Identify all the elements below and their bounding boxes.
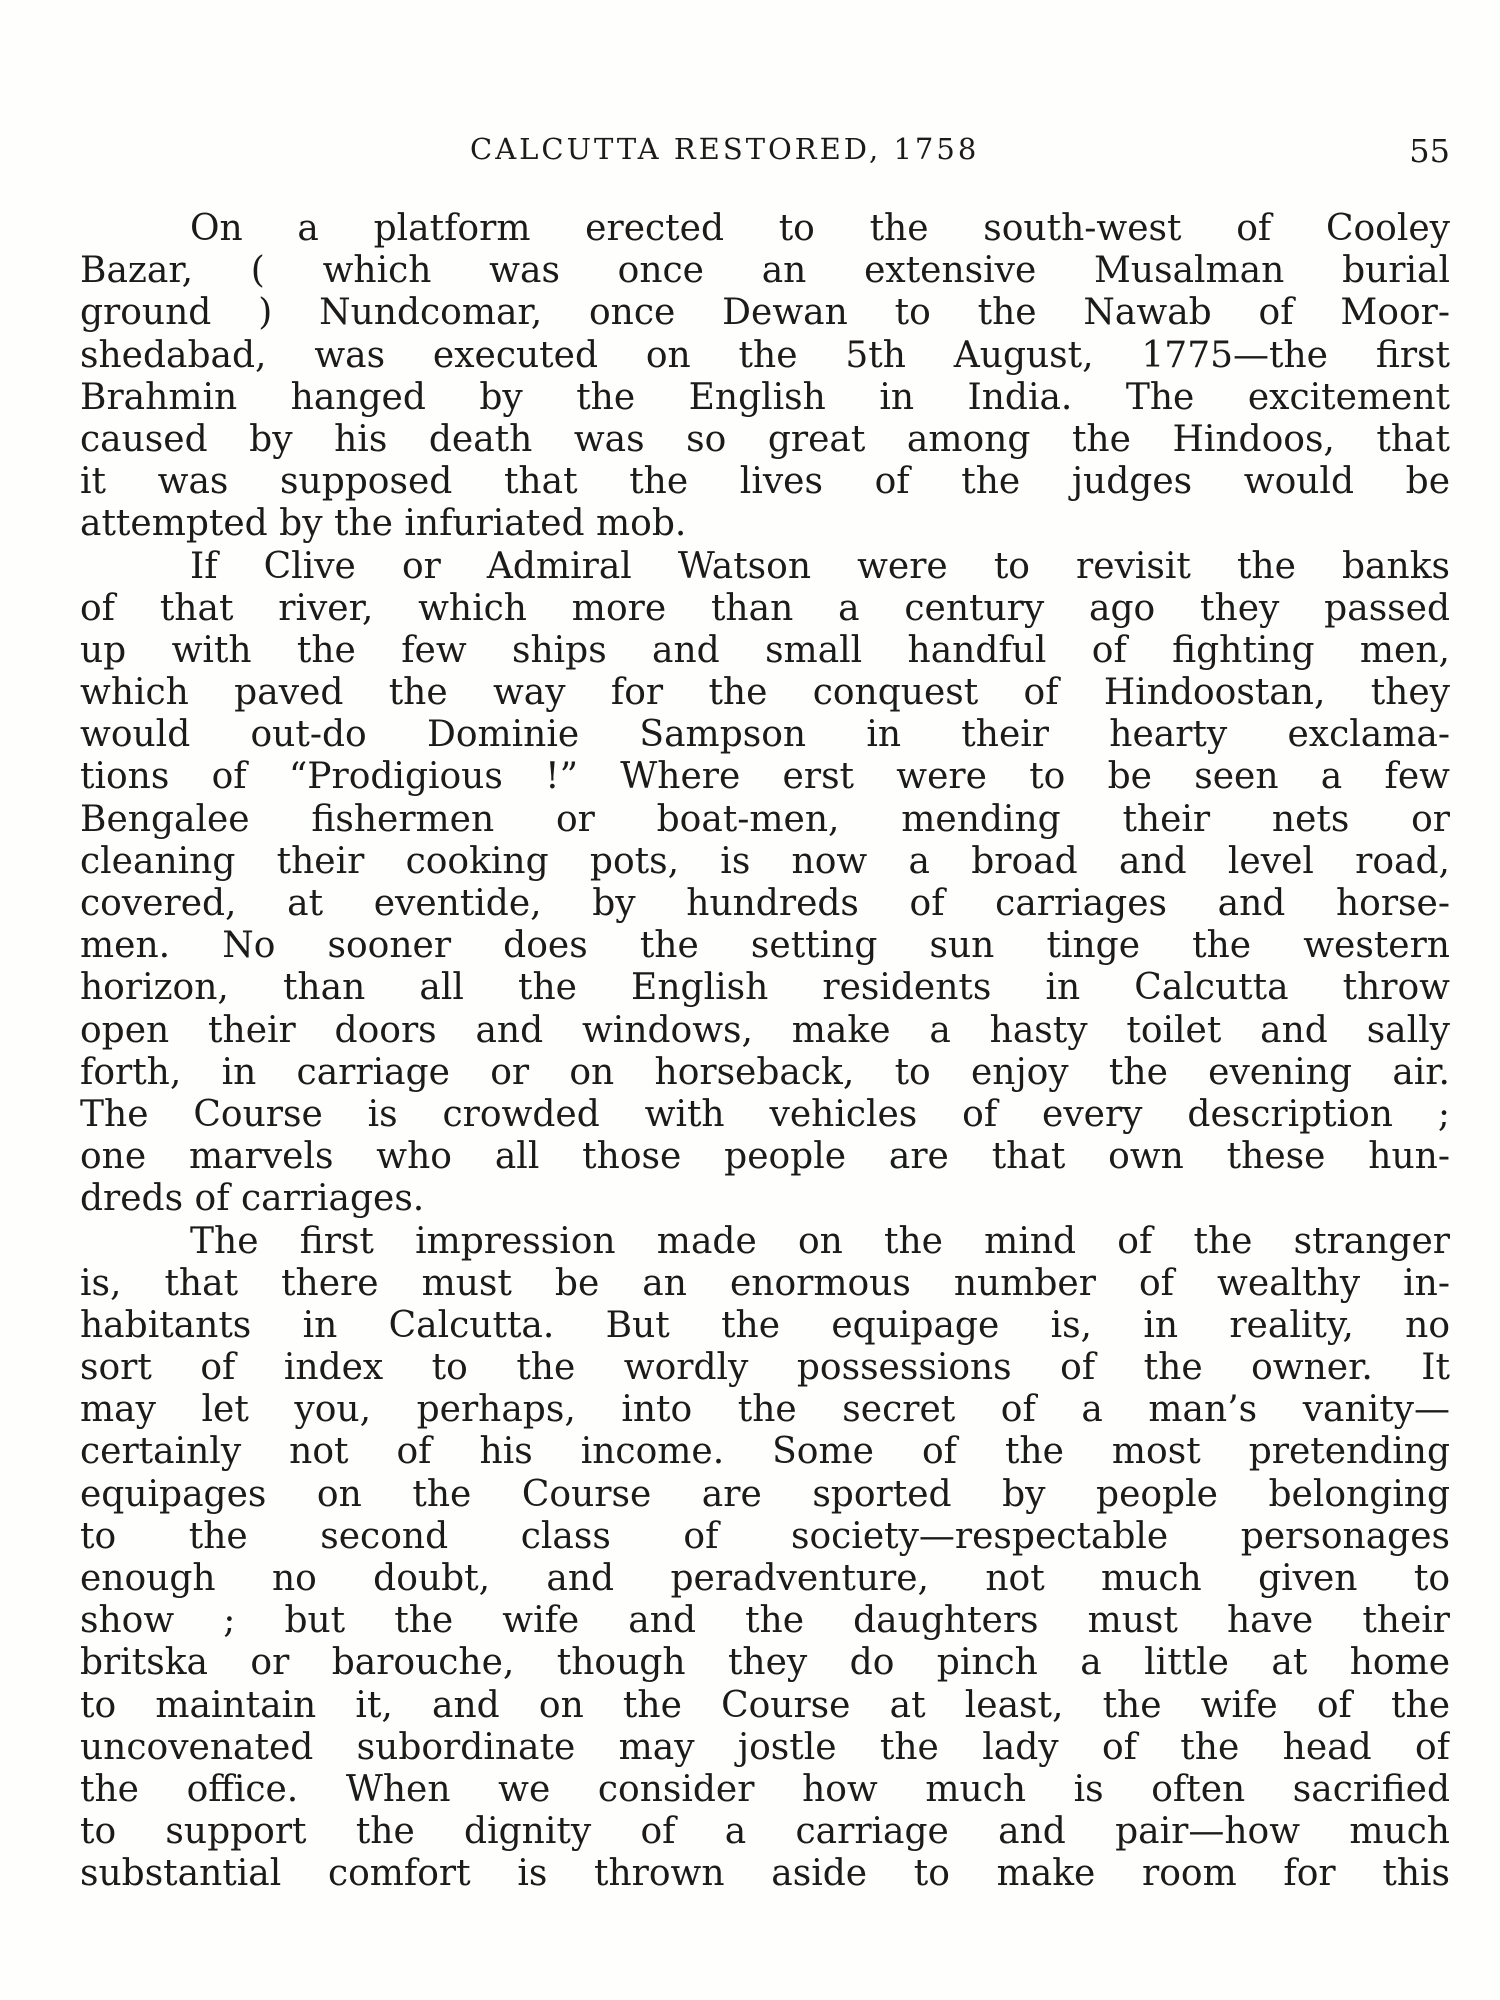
text-line: The first impression made on the mind of the stranger <box>190 1220 1450 1262</box>
text-line: substantial comfort is thrown aside to make room for this <box>80 1853 1450 1895</box>
text-line: which paved the way for the conquest of Hindoostan, they <box>80 672 1450 714</box>
text-line: would out-do Dominie Sampson in their hearty exclama- <box>80 714 1450 756</box>
text-line: Brahmin hanged by the English in India. The excitement <box>80 376 1450 418</box>
text-line: britska or barouche, though they do pinch a little at home <box>80 1642 1450 1684</box>
text-line: to support the dignity of a carriage and pair—how much <box>80 1811 1450 1853</box>
text-line: Bengalee fishermen or boat-men, mending their nets or <box>80 798 1450 840</box>
text-line: to the second class of society—respectable personages <box>80 1515 1450 1557</box>
text-line: the office. When we consider how much is often sacrified <box>80 1768 1450 1810</box>
text-line: it was supposed that the lives of the judges would be <box>80 461 1450 503</box>
text-line: tions of “Prodigious !” Where erst were to be seen a few <box>80 756 1450 798</box>
text-line: enough no doubt, and peradventure, not much given to <box>80 1558 1450 1599</box>
text-line: The Course is crowded with vehicles of every description ; <box>80 1093 1450 1135</box>
text-line: Bazar, ( which was once an extensive Musalman burial <box>80 250 1450 292</box>
text-line: attempted by the infuriated mob. <box>80 503 687 545</box>
text-line: habitants in Calcutta. But the equipage is, in reality, no <box>80 1304 1450 1346</box>
text-line: to maintain it, and on the Course at least, the wife of the <box>80 1684 1450 1726</box>
text-line: forth, in carriage or on horseback, to enjoy the evening air. <box>80 1051 1450 1093</box>
text-line: ground ) Nundcomar, once Dewan to the Nawab of Moor- <box>80 292 1450 334</box>
text-line: uncovenated subordinate may jostle the lady of the head of <box>80 1726 1450 1768</box>
text-line: certainly not of his income. Some of the most pretending <box>80 1431 1450 1473</box>
text-line: may let you, perhaps, into the secret of a man’s vanity— <box>80 1389 1450 1431</box>
text-line: cleaning their cooking pots, is now a broad and level road, <box>80 840 1450 882</box>
text-line: open their doors and windows, make a hasty toilet and sally <box>80 1009 1450 1051</box>
text-line: up with the few ships and small handful of fighting men, <box>80 629 1450 671</box>
text-line: sort of index to the wordly possessions of the owner. It <box>80 1347 1450 1389</box>
page-number: 55 <box>1409 132 1450 170</box>
text-line: is, that there must be an enormous number of wealthy in- <box>80 1262 1450 1304</box>
text-line: shedabad, was executed on the 5th August, 1775—the first <box>80 334 1450 376</box>
text-line: men. No sooner does the setting sun tinge the western <box>80 925 1450 967</box>
text-line: horizon, than all the English residents in Calcutta throw <box>80 967 1450 1009</box>
body-text <box>80 208 1450 1896</box>
text-line: of that river, which more than a century ago they passed <box>80 587 1450 629</box>
text-line: dreds of carriages. <box>80 1178 425 1220</box>
text-line: If Clive or Admiral Watson were to revisit the banks <box>190 545 1450 587</box>
text-line: On a platform erected to the south-west of Cooley <box>190 208 1450 249</box>
text-line: covered, at eventide, by hundreds of carriages and horse- <box>80 883 1450 924</box>
running-title: CALCUTTA RESTORED, 1758 <box>470 132 980 166</box>
text-line: caused by his death was so great among the Hindoos, that <box>80 418 1450 460</box>
text-line: show ; but the wife and the daughters must have their <box>80 1600 1450 1642</box>
running-head <box>80 132 1450 172</box>
text-line: one marvels who all those people are that own these hun- <box>80 1136 1450 1178</box>
text-line: equipages on the Course are sported by people belonging <box>80 1473 1450 1515</box>
